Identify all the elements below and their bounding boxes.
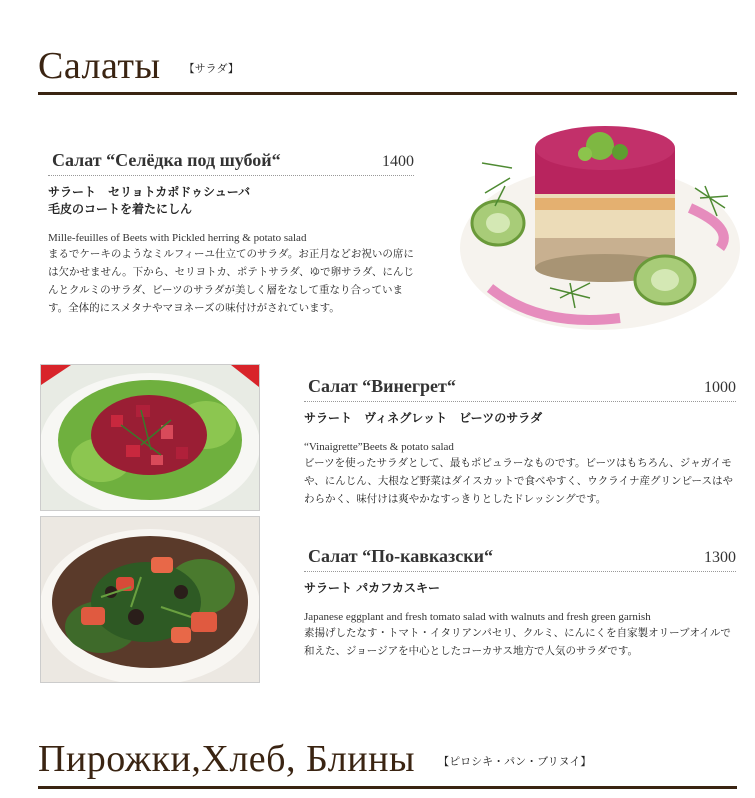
menu-item-header xyxy=(304,546,736,572)
vinegret-salad-photo xyxy=(40,364,260,511)
kavkazski-salad-illustration xyxy=(41,517,259,682)
menu-item-english-desc: Mille-feuilles of Beets with Pickled herring & potato salad xyxy=(48,232,307,244)
menu-item-japanese-name: サラート パカフカスキー xyxy=(304,581,441,595)
menu-item-description: まるでケーキのようなミルフィーユ仕立てのサラダ。お正月などお祝いの席には欠かせません。下から、セリヨトカ、ポテトサラダ、ゆで卵サラダ、にんじんとクルミのサラダ、ビーツのサラダが美しく層をなして重なり合っています。全体的にスメタナやマヨネーズの味付けがされています。 xyxy=(48,248,414,314)
section-header-pirozhki xyxy=(38,737,737,781)
shuba-salad-illustration xyxy=(450,98,740,338)
menu-item-description: ビーツを使ったサラダとして、最もポピュラーなものです。ビーツはもちろん、ジャガイモや、にんじん、大根など野菜はダイスカットで食べやすく、ウクライナ産グリンピースはやわらかく、味付けは爽やかなすっきりとしたドレッシングです。 xyxy=(304,457,734,505)
menu-item-price: 1400 xyxy=(382,153,414,170)
section-subtitle: 【サラダ】 xyxy=(183,63,239,75)
shuba-salad-photo xyxy=(450,98,740,338)
section-subtitle: 【ピロシキ・パン・ブリヌイ】 xyxy=(438,756,592,768)
menu-item-price: 1000 xyxy=(704,379,736,396)
section-title: Пирожки,Хлеб, Блины xyxy=(38,738,415,780)
section-divider xyxy=(38,92,737,95)
menu-item-name: Салат “Винегрет“ xyxy=(308,376,456,396)
menu-item-description: 素揚げしたなす・トマト・イタリアンパセリ、クルミ、にんにくを自家製オリーブオイルで和えた、ジョージアを中心としたコーカサス地方で人気のサラダです。 xyxy=(304,627,731,657)
section-title: Салаты xyxy=(38,45,161,87)
menu-item-japanese-name: サラート ヴィネグレット ビーツのサラダ xyxy=(304,411,543,425)
menu-item-name: Салат “По-кавказски“ xyxy=(308,546,494,566)
vinegret-salad-illustration xyxy=(41,365,259,510)
menu-item-name: Салат “Селёдка под шубой“ xyxy=(52,150,281,170)
menu-item-vinegret xyxy=(304,376,736,508)
menu-item-header xyxy=(48,150,414,176)
menu-item-kavkazski xyxy=(304,546,736,660)
kavkazski-salad-photo xyxy=(40,516,260,683)
menu-item-english-desc: Japanese eggplant and fresh tomato salad with walnuts and fresh green garnish xyxy=(304,611,651,623)
menu-item-shuba xyxy=(48,150,414,317)
menu-item-price: 1300 xyxy=(704,549,736,566)
menu-item-japanese-name: サラート セリョトカポドゥシューバ 毛皮のコートを着たにしん xyxy=(48,185,251,216)
section-divider xyxy=(38,786,737,789)
menu-item-header xyxy=(304,376,736,402)
section-header-salads xyxy=(38,44,737,88)
menu-item-english-desc: “Vinaigrette”Beets & potato salad xyxy=(304,441,454,453)
